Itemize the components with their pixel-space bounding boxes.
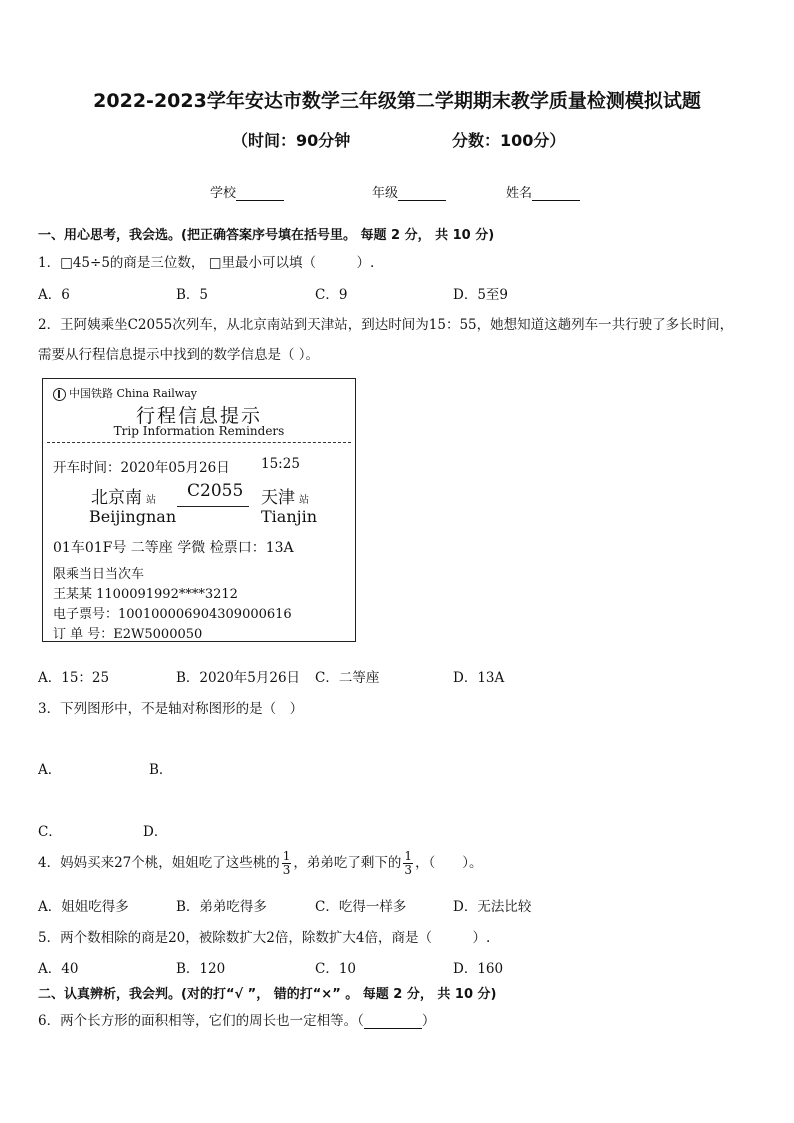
q2-text-line1: 2．王阿姨乘坐C2055次列车，从北京南站到天津站，到达时间为15：55，她想知道这趟列车一共行驶了多长时间， (38, 317, 734, 333)
q2-option-c[interactable]: C．二等座 (315, 670, 380, 686)
q5-option-a[interactable]: A．40 (38, 961, 79, 977)
q3-text: 3．下列图形中，不是轴对称图形的是（ ） (38, 701, 304, 717)
exam-title: 2022-2023学年安达市数学三年级第二学期期末教学质量检测模拟试题 (93, 90, 701, 112)
trip-ticket-image (42, 378, 356, 642)
ticket-eticket-number: 电子票号：10010000690430900061​6 (53, 607, 292, 622)
ticket-to-station: 天津 站 (261, 488, 309, 508)
grade-label: 年级 (372, 186, 399, 201)
q4-fraction-2: $\frac{1}{3}$ (404, 849, 413, 877)
q4-option-d[interactable]: D．无法比较 (453, 899, 532, 915)
q2-option-b[interactable]: B．2020年5月26日 (176, 670, 301, 686)
ticket-title-cn: 行程信息提示 (135, 405, 262, 427)
ticket-dashed-divider (47, 442, 351, 443)
q3-option-b[interactable]: B． (149, 762, 173, 778)
name-label: 姓名 (506, 186, 533, 201)
ticket-to-station-en: Tianjin (261, 507, 318, 526)
ticket-depart-time: 15:25 (261, 456, 300, 472)
name-field[interactable] (506, 182, 580, 201)
q2-option-a[interactable]: A．15：25 (38, 670, 110, 686)
q4-fraction-1: $\frac{1}{3}$ (282, 849, 291, 877)
q1-option-b[interactable]: B．5 (176, 287, 209, 303)
q1-option-c[interactable]: C．9 (315, 287, 348, 303)
section2-heading: 二、认真辨析，我会判。(对的打“√ ”， 错的打“×” 。 每题 2 分， 共 10 分) (38, 987, 497, 1002)
q4-option-a[interactable]: A．姐姐吃得多 (38, 899, 129, 915)
q6-answer-blank[interactable] (364, 1014, 422, 1029)
score-label: 分数：100分） (452, 131, 566, 150)
q4-option-b[interactable]: B．弟弟吃得多 (176, 899, 267, 915)
q4-option-c[interactable]: C．吃得一样多 (315, 899, 407, 915)
ticket-passenger: 王某某 1100091992****3212 (53, 587, 238, 602)
q2-text-line2: 需要从行程信息提示中找到的数学信息是（ ）。 (38, 347, 320, 363)
ticket-seat-info: 01车01F号 二等座 学微 检票口：13A (53, 540, 294, 556)
name-blank[interactable] (532, 186, 580, 201)
q4-text: 4．妈妈买来27个桃，姐姐吃了这些桃的 $\frac{1}{3}$ ，弟弟吃了剩下的 $\frac{1}{3}$ ，（ ）。 (38, 849, 483, 877)
school-label: 学校 (210, 186, 237, 201)
ticket-brand: 中国铁路 China Railway (53, 385, 197, 401)
q3-option-a[interactable]: A． (38, 762, 62, 778)
q5-option-b[interactable]: B．120 (176, 961, 226, 977)
q3-option-d[interactable]: D． (143, 824, 168, 840)
school-blank[interactable] (236, 186, 284, 201)
ticket-from-station-en: Beijingnan (89, 507, 177, 526)
ticket-order-number: 订 单 号：E2W5000050 (53, 627, 203, 642)
ticket-train-number: C2055 (187, 481, 244, 501)
school-field[interactable] (210, 182, 284, 201)
ticket-title-en: Trip Information Reminders (113, 424, 285, 438)
grade-blank[interactable] (398, 186, 446, 201)
ticket-limit: 限乘当日当次车 (53, 567, 145, 582)
q5-text: 5．两个数相除的商是20，被除数扩大2倍，除数扩大4倍，商是（ ）. (38, 930, 491, 946)
ticket-from-station: 北京南 站 (91, 488, 156, 508)
grade-field[interactable] (372, 182, 446, 201)
q3-option-c[interactable]: C． (38, 824, 62, 840)
q1-option-d[interactable]: D．5至9 (453, 287, 509, 303)
section1-heading: 一、用心思考，我会选。(把正确答案序号填在括号里。 每题 2 分， 共 10 分) (38, 228, 495, 243)
ticket-route-line (177, 506, 249, 507)
q1-text: 1．□45÷5的商是三位数， □里最小可以填（ ）. (38, 255, 375, 271)
q5-option-c[interactable]: C．10 (315, 961, 357, 977)
ticket-depart-date: 开车时间：2020年05月26日 (53, 460, 230, 476)
q2-option-d[interactable]: D．13A (453, 670, 505, 686)
q5-option-d[interactable]: D．160 (453, 961, 504, 977)
q6-text: 6．两个长方形的面积相等，它们的周长也一定相等。（ ） (38, 1013, 436, 1029)
china-railway-logo-icon (53, 388, 66, 401)
q1-option-a[interactable]: A．6 (38, 287, 70, 303)
time-label: （时间：90分钟 (232, 131, 351, 150)
